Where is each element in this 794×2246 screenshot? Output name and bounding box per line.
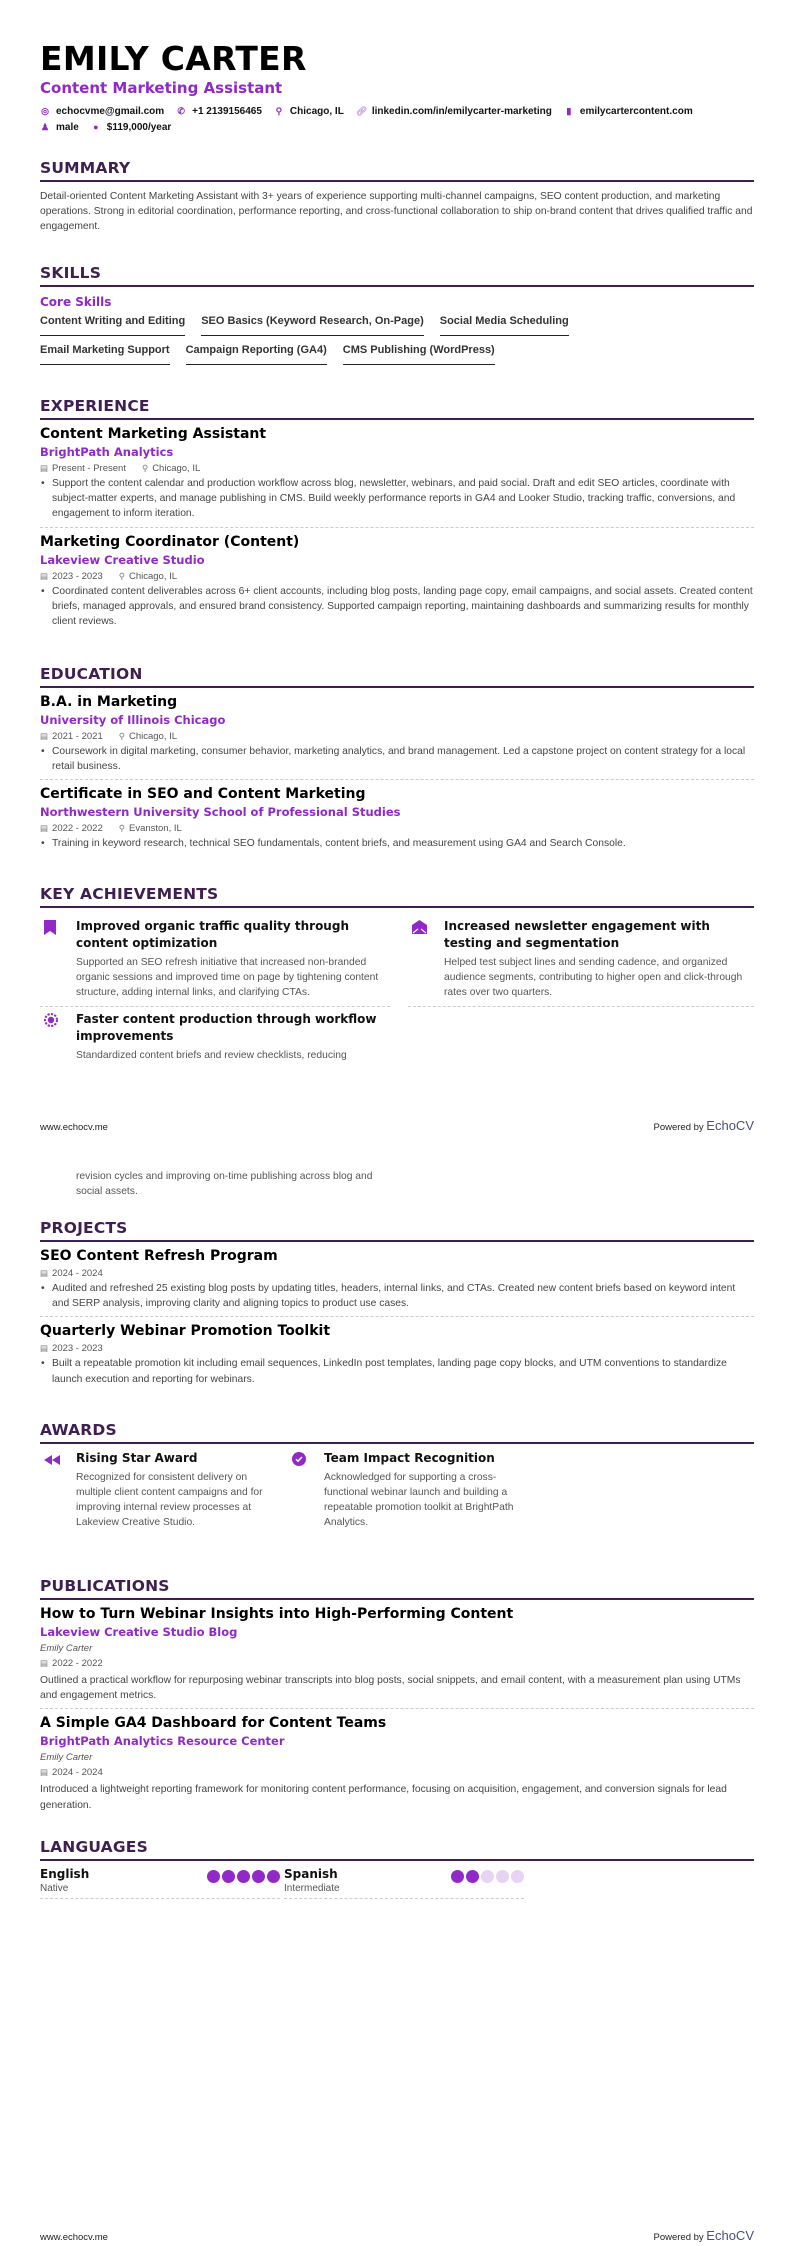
entry-meta [40,461,754,476]
section-heading-experience: EXPERIENCE [40,396,754,420]
publication-entry [40,1709,754,1817]
bookmark-icon: ▮ [566,105,572,116]
education-entry [40,780,754,856]
section-heading-publications: PUBLICATIONS [40,1576,754,1600]
entry-dates: 2024 - 2024 [52,1268,103,1279]
education-entry [40,688,754,780]
entry-bullet: • Built a repeatable promotion kit including email sequences, LinkedIn post templates, landing page copy blocks, and UTM conventions to standardize launch execution and reporting for webinars. [40,1356,754,1386]
publication-entry [40,1600,754,1709]
footer-site-link[interactable]: www.echocv.me [40,2232,108,2243]
entry-location: Evanston, IL [128,823,182,835]
entry-location: Chicago, IL [128,731,178,742]
entry-meta [40,729,754,744]
achievement-desc: revision cycles and improving on-time publishing across blog and social assets. [76,1171,373,1197]
summary-section [40,158,754,235]
award-title: Team Impact Recognition [324,1451,495,1465]
skills-group-title: Core Skills [40,295,112,309]
achievements-column-left [40,914,390,1069]
entry-bullet: • Coordinated content deliverables across 6+ client accounts, including blog posts, landing page copy, email campaigns, and social assets. Created content briefs, managed approvals, and ensured brand consistency. Supported campaign reporting, maintaining dashboards and summarizing results for monthly client reviews. [40,584,754,630]
entry-meta [40,569,754,584]
rating-dot-filled [252,1870,265,1883]
calendar-icon: ▤ [40,570,49,581]
contact-email[interactable]: ◎ echocvme@gmail.com [41,105,165,117]
achievement-title: Improved organic traffic quality through content optimization [76,919,349,950]
award-desc: Acknowledged for supporting a cross-functional webinar launch and building a repeatable promotion toolkit at BrightPath Analytics. [324,1472,514,1528]
rating-dot-filled [466,1870,479,1883]
achievements-grid [40,914,754,1069]
languages-list [40,1867,754,1899]
achievement-title: Increased newsletter engagement with testing and segmentation [444,919,710,950]
achievements-section [40,884,754,1069]
language-item [284,1867,524,1899]
achievements-column-right [408,914,754,1069]
location-icon: ⚲ [141,463,149,473]
achievement-desc: Supported an SEO refresh initiative that increased non-branded organic sessions and improved time on page by tightening content structure, adding internal links, and clarifying CTAs. [76,957,379,998]
achievement-item [408,914,754,1007]
entry-dates: 2024 - 2024 [52,1767,103,1779]
location-icon: ⚲ [118,731,125,741]
salary-icon: ● [93,122,99,132]
at-icon: ◎ [41,105,49,116]
publication-desc: Outlined a practical workflow for repurposing webinar transcripts into blog posts, social snippets, and email content, with a measurement plan using UTMs and engagement metrics. [40,1675,741,1702]
skill-tag: Campaign Reporting (GA4) [186,342,327,365]
section-heading-awards: AWARDS [40,1420,754,1444]
calendar-icon: ▤ [40,1658,49,1668]
skill-tag: CMS Publishing (WordPress) [343,342,495,365]
resume-page-2 [0,1123,794,2246]
achievement-desc: Helped test subject lines and sending cadence, and organized audience segments, contributing to higher open and click-through rates over two quarters. [444,957,743,998]
job-title: Marketing Coordinator (Content) [40,533,300,550]
calendar-icon: ▤ [40,463,49,473]
language-rating [205,1867,280,1883]
entry-dates: Present - Present [52,463,126,474]
page-footer [40,2223,754,2243]
entry-meta [40,1266,754,1281]
powered-by: Powered by EchoCV [653,2228,754,2243]
entry-location: Chicago, IL [152,463,201,474]
skill-tag: Social Media Scheduling [440,313,569,336]
publication-author: Emily Carter [40,1752,93,1764]
gear-icon [40,1011,76,1063]
location-icon: ⚲ [118,823,125,834]
skill-tag: Content Writing and Editing [40,313,185,336]
calendar-icon: ▤ [40,731,49,741]
institution-name: Northwestern University School of Professional Studies [40,805,401,820]
brand-logo[interactable]: EchoCV [706,1118,754,1133]
summary-text: Detail-oriented Content Marketing Assistant with 3+ years of experience supporting multi-channel campaigns, SEO content production, and marketing operations. Strong in editorial coordination, performance reporting, and cross-functional collaboration to ship on-brand content that drives qualified traffic and engagement. [40,191,753,233]
entry-dates: 2023 - 2023 [52,1343,103,1355]
institution-name: University of Illinois Chicago [40,713,226,727]
entry-dates: 2021 - 2021 [52,731,103,742]
entry-meta [40,821,754,836]
publisher-name: BrightPath Analytics Resource Center [40,1734,285,1749]
entry-meta [40,1341,754,1356]
skill-tag: SEO Basics (Keyword Research, On-Page) [201,313,424,336]
publications-section [40,1576,754,1818]
rewind-icon [40,1450,76,1530]
rating-dot-filled [207,1870,220,1883]
company-name: Lakeview Creative Studio [40,552,205,567]
publication-title: How to Turn Webinar Insights into High-Performing Content [40,1606,514,1622]
entry-dates: 2023 - 2023 [52,570,103,582]
section-heading-skills: SKILLS [40,263,754,287]
rating-dot-filled [237,1870,250,1883]
rating-dot-empty [481,1870,494,1883]
candidate-name: EMILY CARTER [40,39,307,78]
calendar-icon: ▤ [40,823,49,834]
language-item [40,1867,280,1899]
skill-tag: Email Marketing Support [40,342,170,365]
project-entry [40,1242,754,1317]
user-icon: ♟ [40,121,50,132]
section-heading-achievements: KEY ACHIEVEMENTS [40,884,754,908]
entry-meta [40,1765,754,1780]
awards-list [40,1450,754,1530]
project-entry [40,1317,754,1391]
language-level: Intermediate [284,1883,340,1894]
awards-section [40,1420,754,1530]
experience-section [40,396,754,634]
degree-title: B.A. in Marketing [40,694,178,710]
contact-salary: ● $119,000/year [91,122,172,133]
award-item [40,1450,288,1530]
job-title: Content Marketing Assistant [40,426,267,442]
link-icon: 🔗︎ [355,105,368,116]
rating-dot-filled [451,1870,464,1883]
calendar-icon: ▤ [40,1767,49,1778]
achievement-item [40,1007,390,1069]
skills-section [40,263,754,371]
language-level: Native [40,1883,69,1894]
project-title: Quarterly Webinar Promotion Toolkit [40,1323,331,1340]
award-item [288,1450,536,1530]
achievement-continuation [40,1169,754,1199]
resume-header [40,40,754,135]
section-heading-projects: PROJECTS [40,1218,754,1242]
entry-bullet: • Support the content calendar and production workflow across blog, newsletter, webinars, and paid social. Draft and edit SEO articles, coordinate with subject-matter experts, and manage publishing in CMS. Build weekly performance reports in GA4 and Looker Studio, tracking traffic, conversions, and engagement to inform iteration. [40,476,754,522]
achievement-title: Faster content production through workflow improvements [76,1012,377,1043]
contact-phone[interactable]: ✆ +1 2139156465 [177,105,262,117]
entry-bullet: • Coursework in digital marketing, consumer behavior, marketing analytics, and brand management. Led a capstone project on content strategy for a local retail business. [40,744,754,774]
location-icon: ⚲ [118,570,125,581]
envelope-open-icon [408,918,444,1000]
rating-dot-empty [511,1870,524,1883]
publisher-name: Lakeview Creative Studio Blog [40,1625,238,1639]
contact-location: ⚲ Chicago, IL [275,105,344,117]
degree-title: Certificate in SEO and Content Marketing [40,786,366,803]
experience-entry [40,528,754,635]
check-circle-icon [288,1450,324,1530]
location-icon: ⚲ [275,105,283,116]
section-heading-languages: LANGUAGES [40,1837,754,1861]
publication-title: A Simple GA4 Dashboard for Content Teams [40,1715,387,1732]
contact-website[interactable]: ▮ emilycartercontent.com [564,106,693,117]
phone-icon: ✆ [177,105,185,116]
contact-info [40,103,754,135]
section-heading-education: EDUCATION [40,664,754,688]
education-section [40,664,754,857]
publication-desc: Introduced a lightweight reporting framework for monitoring content performance, focusing on acquisition, engagement, and conversion signals for lead generation. [40,1784,727,1811]
entry-meta [40,1656,754,1671]
section-heading-summary: SUMMARY [40,158,754,182]
contact-linkedin[interactable]: 🔗︎ linkedin.com/in/emilycarter-marketing [355,105,552,117]
entry-bullet: • Training in keyword research, technical SEO fundamentals, content briefs, and measurement using GA4 and Search Console. [40,836,754,851]
calendar-icon: ▤ [40,1343,49,1354]
company-name: BrightPath Analytics [40,445,174,459]
rating-dot-empty [496,1870,509,1883]
entry-location: Chicago, IL [128,570,178,582]
calendar-icon: ▤ [40,1268,49,1278]
candidate-title: Content Marketing Assistant [40,79,283,97]
bookmark-icon [40,918,76,1000]
entry-bullet: • Audited and refreshed 25 existing blog posts by updating titles, headers, internal links, and CTAs. Created new content briefs based on keyword intent and SERP analysis, improving clarity and aligning topics to product use cases. [40,1281,754,1311]
projects-section [40,1218,754,1392]
skills-row-2 [40,342,754,371]
powered-by: Powered by EchoCV [653,1118,754,1133]
rating-dot-filled [222,1870,235,1883]
languages-section [40,1837,754,1899]
language-name: Spanish [284,1867,338,1881]
experience-entry [40,420,754,528]
skills-row-1 [40,313,754,342]
language-name: English [40,1867,90,1881]
footer-site-link[interactable]: www.echocv.me [40,1122,108,1133]
achievement-desc: Standardized content briefs and review checklists, reducing [76,1050,347,1061]
entry-dates: 2022 - 2022 [52,823,103,835]
brand-logo[interactable]: EchoCV [706,2228,754,2243]
achievement-item [40,914,390,1007]
project-title: SEO Content Refresh Program [40,1248,278,1264]
contact-gender: ♟ male [40,121,79,133]
language-rating [449,1867,524,1883]
publication-author: Emily Carter [40,1643,93,1654]
rating-dot-filled [267,1870,280,1883]
award-desc: Recognized for consistent delivery on multiple client content campaigns and for improving internal review processes at Lakeview Creative Studio. [76,1472,263,1528]
award-title: Rising Star Award [76,1451,198,1465]
entry-dates: 2022 - 2022 [52,1658,103,1669]
